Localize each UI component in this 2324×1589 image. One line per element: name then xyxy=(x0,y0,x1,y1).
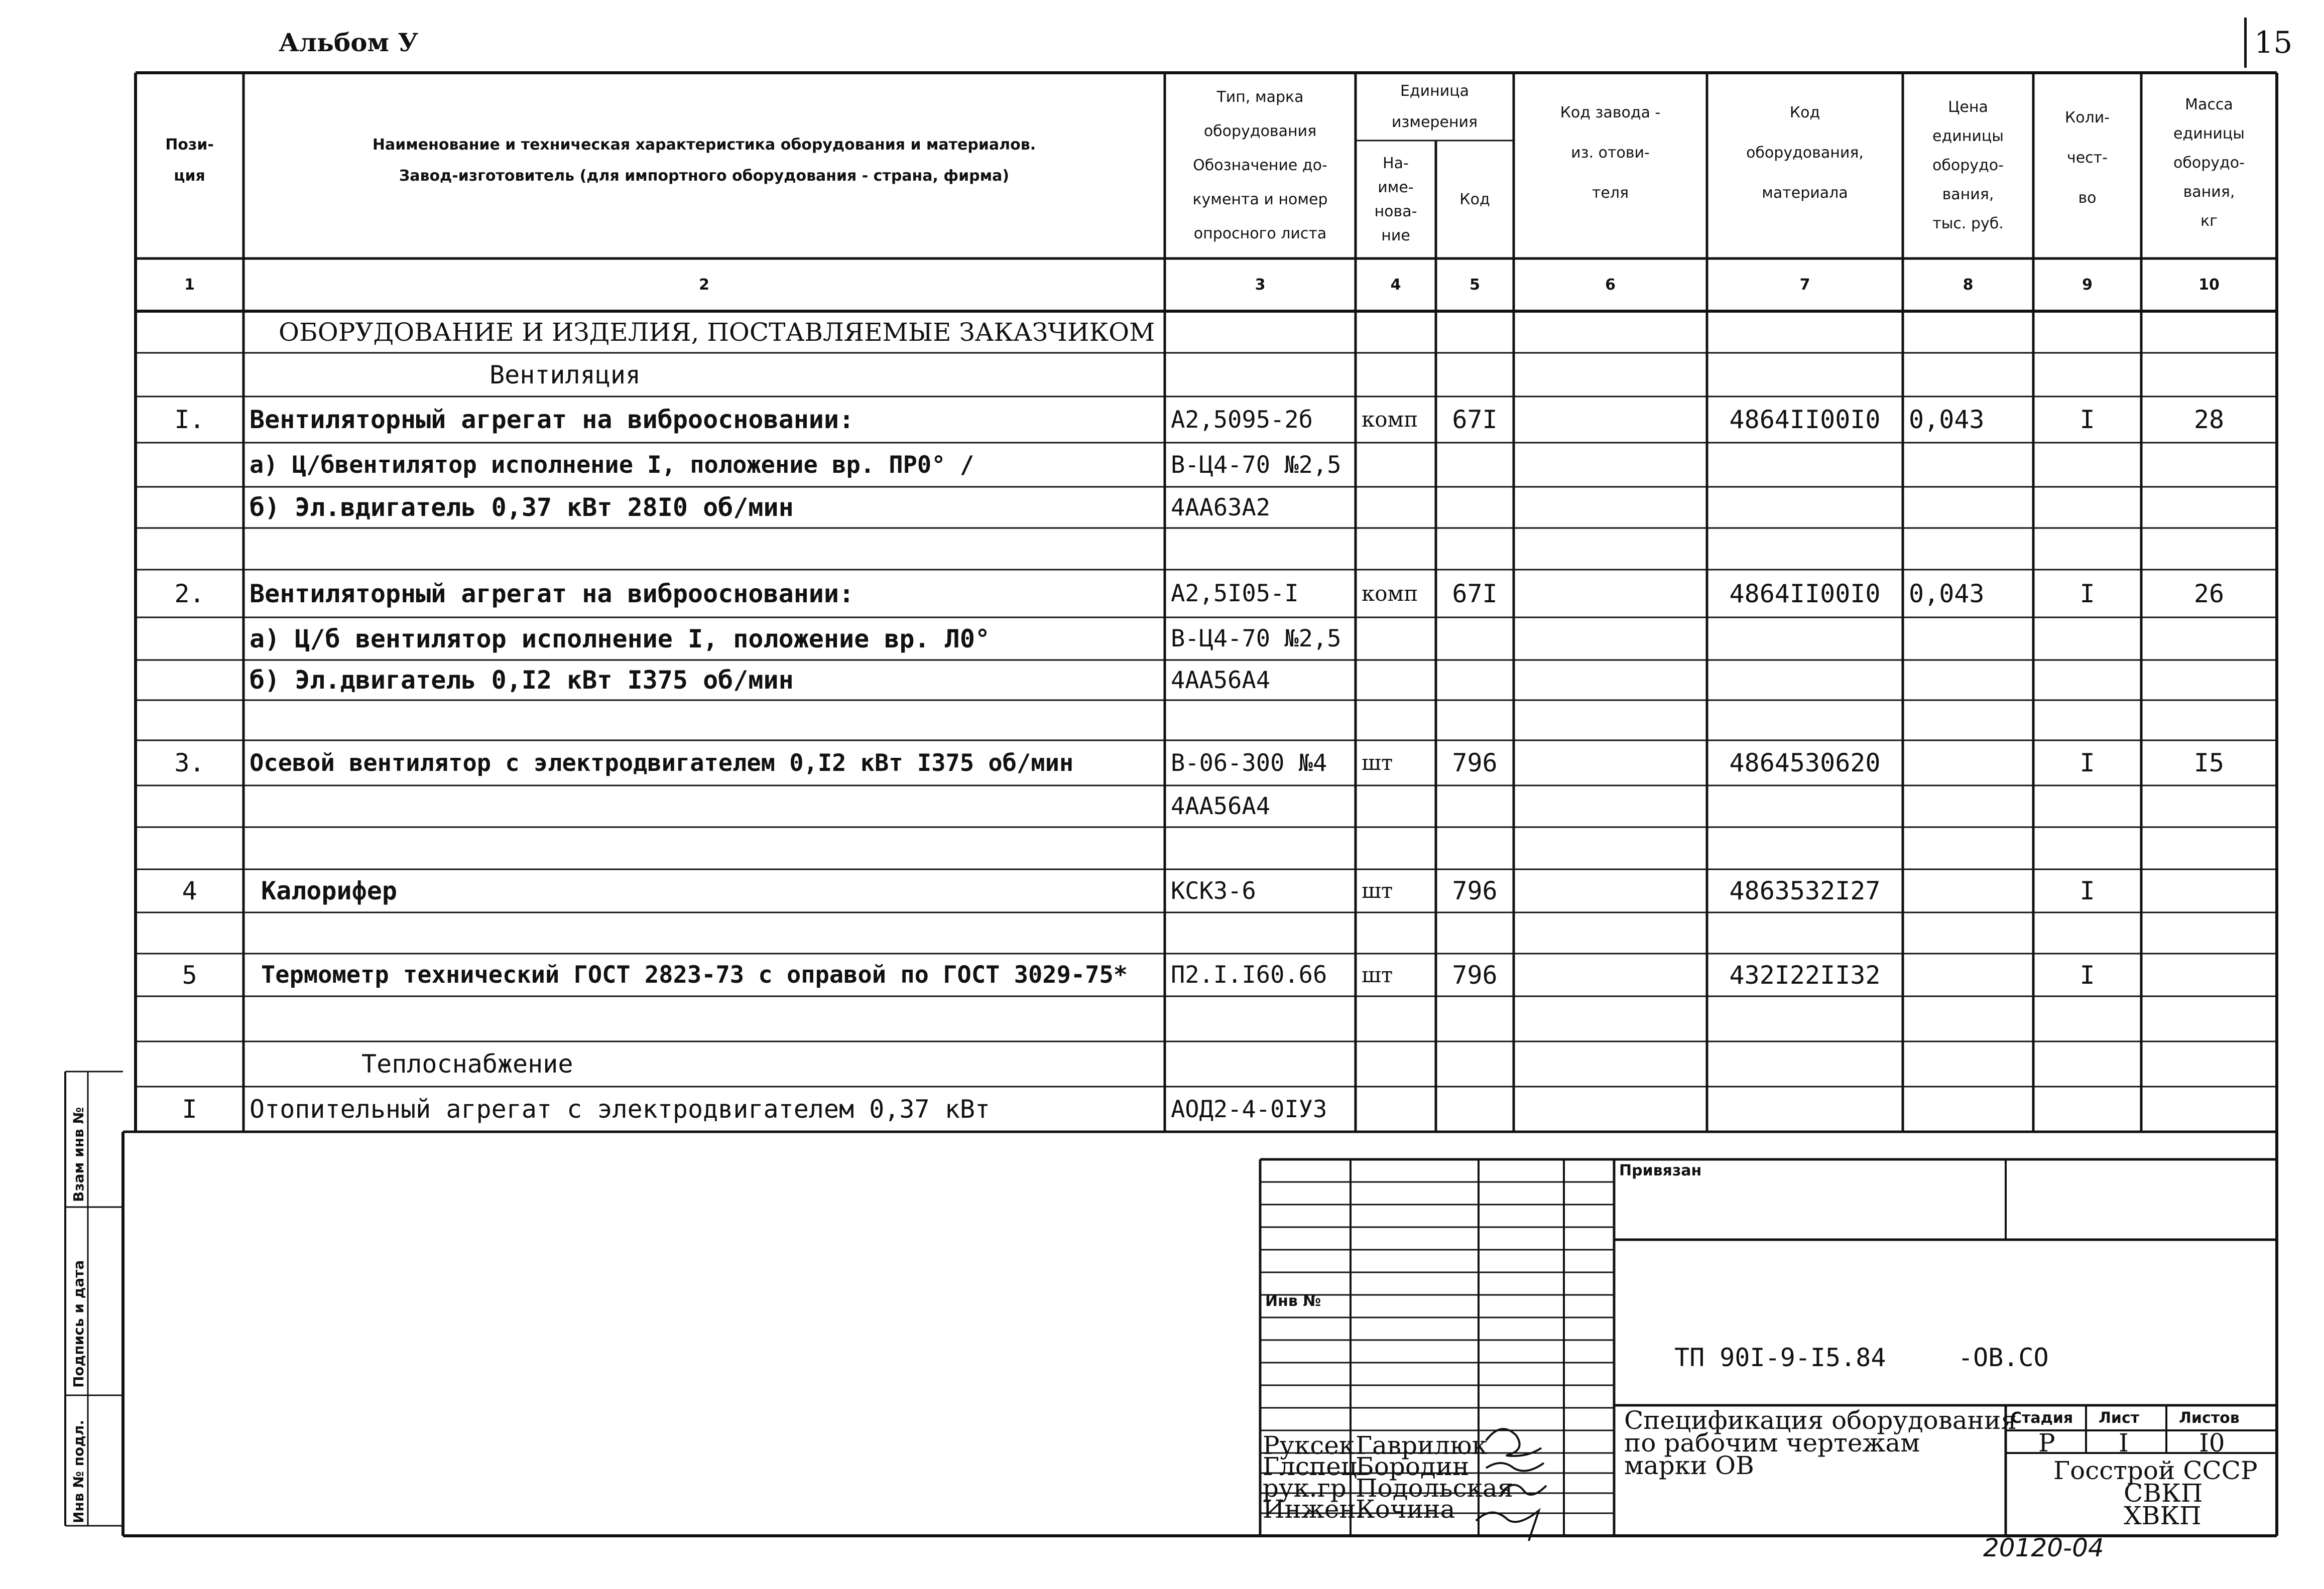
table-cell-unit xyxy=(1362,1087,1436,1132)
table-cell-qty: I xyxy=(2080,405,2095,434)
table-cell-qty xyxy=(2033,912,2141,954)
table-cell-unit xyxy=(1362,617,1436,660)
table-cell-unit xyxy=(1362,311,1436,353)
table-cell-unit xyxy=(1362,912,1436,954)
stamp-doc-code: ТП 90I-9-I5.84 xyxy=(1674,1343,1886,1372)
table-cell-factory xyxy=(1514,617,1707,660)
table-cell-code: 432I22II32 xyxy=(1729,960,1881,990)
table-cell-pos xyxy=(136,1041,243,1087)
table-cell-factory xyxy=(1514,954,1707,996)
table-cell-code xyxy=(1707,785,1903,827)
signer-role: Глспец xyxy=(1263,1452,1357,1481)
album-label: Альбом У xyxy=(279,28,419,57)
table-cell-name xyxy=(250,785,1165,827)
table-cell-mass xyxy=(2141,443,2277,487)
table-cell-code: 4863532I27 xyxy=(1729,876,1881,905)
table-cell-name: ОБОРУДОВАНИЕ И ИЗДЕЛИЯ, ПОСТАВЛЯЕМЫЕ ЗАКАЗЧИКОМ xyxy=(279,317,1155,347)
table-cell-qty xyxy=(2033,528,2141,570)
table-cell-name: Отопительный агрегат с электродвигателем 0,37 кВт xyxy=(250,1095,991,1124)
header-unit-name: На- име- нова- ние xyxy=(1374,154,1417,244)
table-cell-name: а) Ц/бвентилятор исполнение I, положение вр. ПР0° / xyxy=(250,451,974,479)
table-cell-code xyxy=(1707,996,1903,1041)
table-cell-factory xyxy=(1514,443,1707,487)
table-cell-ucode: 796 xyxy=(1452,960,1498,990)
table-cell-unit xyxy=(1362,700,1436,740)
table-cell-qty xyxy=(2033,487,2141,528)
table-cell-type: А2,5095-2б xyxy=(1171,406,1313,434)
table-cell-pos xyxy=(136,660,243,700)
table-cell-pos xyxy=(136,311,243,353)
table-cell-mass xyxy=(2141,617,2277,660)
table-cell-price xyxy=(1909,869,2033,912)
table-cell-unit xyxy=(1362,353,1436,396)
stamp-org-1: Госстрой СССР xyxy=(2053,1456,2258,1485)
table-cell-type xyxy=(1171,353,1356,396)
stamp-stage-label: Стадия xyxy=(2011,1409,2073,1427)
table-cell-name: а) Ц/б вентилятор исполнение I, положение вр. Л0° xyxy=(250,624,991,653)
table-cell-qty: I xyxy=(2080,960,2095,990)
table-cell-factory xyxy=(1514,700,1707,740)
table-cell-factory xyxy=(1514,570,1707,617)
table-cell-ucode xyxy=(1436,1041,1514,1087)
table-cell-qty xyxy=(2033,700,2141,740)
table-cell-type: В-Ц4-70 №2,5 xyxy=(1171,451,1341,479)
header-equipment-code: Код оборудования, материала xyxy=(1746,104,1864,202)
table-cell-type: АОД2-4-0IУ3 xyxy=(1171,1095,1327,1123)
table-cell-mass: 28 xyxy=(2193,405,2225,434)
table-cell-unit xyxy=(1362,443,1436,487)
table-cell-code: 4864530620 xyxy=(1729,748,1881,777)
table-cell-ucode: 796 xyxy=(1452,876,1498,905)
table-cell-code xyxy=(1707,353,1903,396)
signer-role: Инжен. xyxy=(1263,1495,1364,1524)
header-unit-mass: Масса единицы оборудо- вания, кг xyxy=(2173,96,2245,230)
table-cell-code xyxy=(1707,617,1903,660)
table-cell-code xyxy=(1707,700,1903,740)
signer-role: рук.гр xyxy=(1263,1474,1347,1503)
table-cell-factory xyxy=(1514,528,1707,570)
table-cell-qty xyxy=(2033,1087,2141,1132)
table-cell-qty xyxy=(2033,785,2141,827)
table-cell-price xyxy=(1909,353,2033,396)
table-cell-unit xyxy=(1362,996,1436,1041)
table-cell-qty: I xyxy=(2080,579,2095,608)
table-cell-ucode xyxy=(1436,311,1514,353)
table-cell-type: 4АА63А2 xyxy=(1171,493,1271,521)
table-cell-type: В-Ц4-70 №2,5 xyxy=(1171,625,1341,652)
table-cell-unit xyxy=(1362,660,1436,700)
column-number: 6 xyxy=(1605,276,1616,294)
header-name: Наименование и техническая характеристика оборудования и материалов. Завод-изготовитель (для импортного оборудования - страна, фирма) xyxy=(372,136,1036,185)
table-cell-name xyxy=(250,700,1165,740)
signer-name: Гаврилюк xyxy=(1356,1431,1488,1460)
table-cell-qty xyxy=(2033,311,2141,353)
table-cell-unit: шт xyxy=(1362,750,1393,775)
table-cell-ucode xyxy=(1436,1087,1514,1132)
table-cell-price xyxy=(1909,487,2033,528)
stamp-doc-title-1: Спецификация оборудования xyxy=(1624,1406,2017,1435)
table-cell-ucode: 796 xyxy=(1452,748,1498,777)
table-cell-price xyxy=(1909,996,2033,1041)
table-cell-name: б) Эл.вдигатель 0,37 кВт 28I0 об/мин xyxy=(250,493,794,522)
table-cell-price: 0,043 xyxy=(1909,405,1985,434)
table-cell-price xyxy=(1909,954,2033,996)
table-cell-price xyxy=(1909,617,2033,660)
table-cell-type: А2,5I05-I xyxy=(1171,580,1299,607)
table-cell-mass xyxy=(2141,487,2277,528)
table-cell-pos xyxy=(136,827,243,869)
table-cell-unit xyxy=(1362,487,1436,528)
column-number: 2 xyxy=(699,276,709,294)
table-cell-pos: I xyxy=(182,1095,197,1124)
table-cell-type: КСК3-6 xyxy=(1171,877,1256,905)
table-cell-factory xyxy=(1514,487,1707,528)
table-cell-price xyxy=(1909,443,2033,487)
table-cell-ucode xyxy=(1436,443,1514,487)
table-cell-qty xyxy=(2033,827,2141,869)
table-cell-code xyxy=(1707,827,1903,869)
table-cell-code: 4864II00I0 xyxy=(1729,405,1881,434)
table-cell-type xyxy=(1171,1041,1356,1087)
table-cell-mass xyxy=(2141,311,2277,353)
signer-role: Руксек xyxy=(1263,1431,1355,1460)
stamp-org-3: ХВКП xyxy=(2124,1501,2201,1530)
table-cell-ucode xyxy=(1436,700,1514,740)
table-cell-code xyxy=(1707,912,1903,954)
table-cell-unit xyxy=(1362,827,1436,869)
table-cell-factory xyxy=(1514,827,1707,869)
table-cell-pos xyxy=(136,700,243,740)
signer-name: Бородин xyxy=(1356,1452,1470,1481)
table-cell-ucode xyxy=(1436,827,1514,869)
stamp-doc-title-2: по рабочим чертежам xyxy=(1624,1428,1920,1458)
table-cell-type: П2.I.I60.66 xyxy=(1171,961,1327,989)
table-cell-unit: комп xyxy=(1362,581,1418,606)
table-cell-code xyxy=(1707,1041,1903,1087)
header-type: Тип, марка оборудования Обозначение до- кумента и номер опросного листа xyxy=(1192,88,1328,242)
table-cell-name: Вентиляция xyxy=(490,360,641,389)
table-cell-mass: I5 xyxy=(2193,748,2225,777)
column-number: 9 xyxy=(2082,276,2093,294)
page-number: 15 xyxy=(2254,25,2293,60)
table-cell-type xyxy=(1171,912,1356,954)
table-cell-ucode xyxy=(1436,785,1514,827)
table-cell-type: 4АА56А4 xyxy=(1171,792,1271,820)
table-cell-name: Осевой вентилятор с электродвигателем 0,I2 кВт I375 об/мин xyxy=(250,749,1074,777)
table-cell-ucode xyxy=(1436,996,1514,1041)
table-cell-pos xyxy=(136,353,243,396)
column-number: 3 xyxy=(1255,276,1266,294)
header-quantity: Коли- чест- во xyxy=(2064,109,2110,207)
table-cell-pos: I. xyxy=(174,405,205,434)
table-cell-mass xyxy=(2141,912,2277,954)
table-cell-qty: I xyxy=(2080,876,2095,905)
table-cell-factory xyxy=(1514,1041,1707,1087)
column-number: 8 xyxy=(1963,276,1974,294)
table-cell-qty xyxy=(2033,996,2141,1041)
signer-name: Кочина xyxy=(1356,1495,1455,1524)
table-cell-pos xyxy=(136,487,243,528)
table-cell-pos: 3. xyxy=(174,748,205,777)
table-cell-code xyxy=(1707,660,1903,700)
table-cell-mass xyxy=(2141,785,2277,827)
table-cell-mass xyxy=(2141,700,2277,740)
table-cell-mass xyxy=(2141,353,2277,396)
table-cell-name: б) Эл.двигатель 0,I2 кВт I375 об/мин xyxy=(250,666,794,695)
table-cell-name: Вентиляторный агрегат на виброосновании: xyxy=(250,579,854,608)
side-label-inv-orig: Инв № подл. xyxy=(70,1419,87,1523)
table-cell-factory xyxy=(1514,740,1707,785)
stamp-privyazan: Привязан xyxy=(1619,1162,1702,1179)
table-cell-unit: комп xyxy=(1362,407,1418,432)
stamp-doc-suffix: -ОВ.СО xyxy=(1958,1343,2049,1372)
stamp-inv-no: Инв № xyxy=(1265,1292,1321,1310)
table-cell-factory xyxy=(1514,396,1707,443)
table-cell-type xyxy=(1171,311,1356,353)
table-cell-type: В-06-300 №4 xyxy=(1171,749,1327,777)
table-cell-price: 0,043 xyxy=(1909,579,1985,608)
table-cell-qty: I xyxy=(2080,748,2095,777)
table-cell-pos xyxy=(136,528,243,570)
table-cell-name xyxy=(250,528,1165,570)
stamp-sheets-label: Листов xyxy=(2179,1409,2240,1427)
table-cell-code xyxy=(1707,487,1903,528)
table-cell-pos xyxy=(136,443,243,487)
table-cell-qty xyxy=(2033,617,2141,660)
table-cell-type xyxy=(1171,528,1356,570)
table-cell-name: Термометр технический ГОСТ 2823-73 с оправой по ГОСТ 3029-75* xyxy=(261,961,1128,989)
table-cell-unit: шт xyxy=(1362,962,1393,987)
column-number: 1 xyxy=(184,276,195,294)
table-cell-qty xyxy=(2033,353,2141,396)
bottom-note: 20120-04 xyxy=(1983,1533,2104,1562)
table-cell-ucode xyxy=(1436,487,1514,528)
table-cell-mass xyxy=(2141,660,2277,700)
stamp-doc-title-3: марки ОВ xyxy=(1624,1451,1754,1480)
table-cell-mass xyxy=(2141,1041,2277,1087)
table-cell-price xyxy=(1909,1087,2033,1132)
table-cell-unit xyxy=(1362,1041,1436,1087)
column-number: 7 xyxy=(1799,276,1810,294)
table-cell-ucode xyxy=(1436,528,1514,570)
table-cell-mass xyxy=(2141,869,2277,912)
table-cell-unit xyxy=(1362,528,1436,570)
stamp-org-2: СВКП xyxy=(2124,1479,2203,1508)
table-cell-price xyxy=(1909,1041,2033,1087)
header-unit-group: Единица измерения xyxy=(1391,82,1478,131)
header-unit-price: Цена единицы оборудо- вания, тыс. руб. xyxy=(1932,98,2004,232)
table-cell-price xyxy=(1909,660,2033,700)
table-cell-price xyxy=(1909,528,2033,570)
table-cell-price xyxy=(1909,311,2033,353)
table-cell-ucode: 67I xyxy=(1452,579,1498,608)
signer-name: Подольская xyxy=(1356,1474,1514,1503)
table-cell-code xyxy=(1707,443,1903,487)
table-cell-factory xyxy=(1514,912,1707,954)
table-cell-type xyxy=(1171,700,1356,740)
stamp-sheet: I xyxy=(2119,1428,2129,1458)
table-cell-factory xyxy=(1514,660,1707,700)
table-cell-pos xyxy=(136,912,243,954)
table-cell-pos xyxy=(136,617,243,660)
table-cell-type: 4АА56А4 xyxy=(1171,666,1271,694)
table-cell-mass xyxy=(2141,528,2277,570)
column-number: 10 xyxy=(2198,276,2220,294)
table-cell-pos: 2. xyxy=(174,579,205,608)
table-cell-qty xyxy=(2033,660,2141,700)
table-cell-ucode xyxy=(1436,353,1514,396)
table-cell-mass xyxy=(2141,1087,2277,1132)
table-cell-factory xyxy=(1514,869,1707,912)
table-cell-mass: 26 xyxy=(2193,579,2225,608)
table-cell-mass xyxy=(2141,996,2277,1041)
table-cell-ucode xyxy=(1436,617,1514,660)
table-cell-qty xyxy=(2033,1041,2141,1087)
header-position: Пози- ция xyxy=(165,136,214,185)
table-cell-price xyxy=(1909,740,2033,785)
table-cell-qty xyxy=(2033,443,2141,487)
table-cell-name: Калорифер xyxy=(261,876,397,905)
table-cell-factory xyxy=(1514,311,1707,353)
table-cell-code xyxy=(1707,1087,1903,1132)
stamp-sheet-label: Лист xyxy=(2099,1409,2140,1427)
table-cell-ucode: 67I xyxy=(1452,405,1498,434)
stamp-sheets: I0 xyxy=(2199,1428,2225,1458)
table-cell-price xyxy=(1909,912,2033,954)
stamp-stage: Р xyxy=(2038,1428,2055,1458)
side-label-vzam-inv: Взам инв № xyxy=(70,1107,87,1202)
table-cell-factory xyxy=(1514,1087,1707,1132)
table-cell-unit xyxy=(1362,785,1436,827)
column-number: 5 xyxy=(1470,276,1480,294)
column-number: 4 xyxy=(1390,276,1401,294)
table-cell-name: Теплоснабжение xyxy=(361,1049,573,1079)
table-cell-pos: 4 xyxy=(182,876,197,905)
table-cell-name: Вентиляторный агрегат на виброосновании: xyxy=(250,405,854,434)
table-cell-factory xyxy=(1514,785,1707,827)
table-cell-code xyxy=(1707,311,1903,353)
table-cell-code xyxy=(1707,528,1903,570)
table-cell-price xyxy=(1909,827,2033,869)
table-cell-factory xyxy=(1514,996,1707,1041)
table-cell-mass xyxy=(2141,827,2277,869)
table-cell-pos xyxy=(136,785,243,827)
table-cell-type xyxy=(1171,827,1356,869)
table-cell-code: 4864II00I0 xyxy=(1729,579,1881,608)
table-cell-pos: 5 xyxy=(182,960,197,990)
table-cell-mass xyxy=(2141,954,2277,996)
table-cell-price xyxy=(1909,700,2033,740)
side-label-sign-date: Подпись и дата xyxy=(70,1260,87,1388)
table-cell-type xyxy=(1171,996,1356,1041)
table-cell-ucode xyxy=(1436,912,1514,954)
header-factory-code: Код завода - из. отови- теля xyxy=(1560,104,1661,202)
table-cell-name xyxy=(250,912,1165,954)
table-cell-pos xyxy=(136,996,243,1041)
table-cell-name xyxy=(250,996,1165,1041)
table-cell-factory xyxy=(1514,353,1707,396)
table-cell-unit: шт xyxy=(1362,878,1393,903)
table-cell-ucode xyxy=(1436,660,1514,700)
header-unit-code: Код xyxy=(1459,190,1490,208)
table-cell-price xyxy=(1909,785,2033,827)
table-cell-name xyxy=(250,827,1165,869)
